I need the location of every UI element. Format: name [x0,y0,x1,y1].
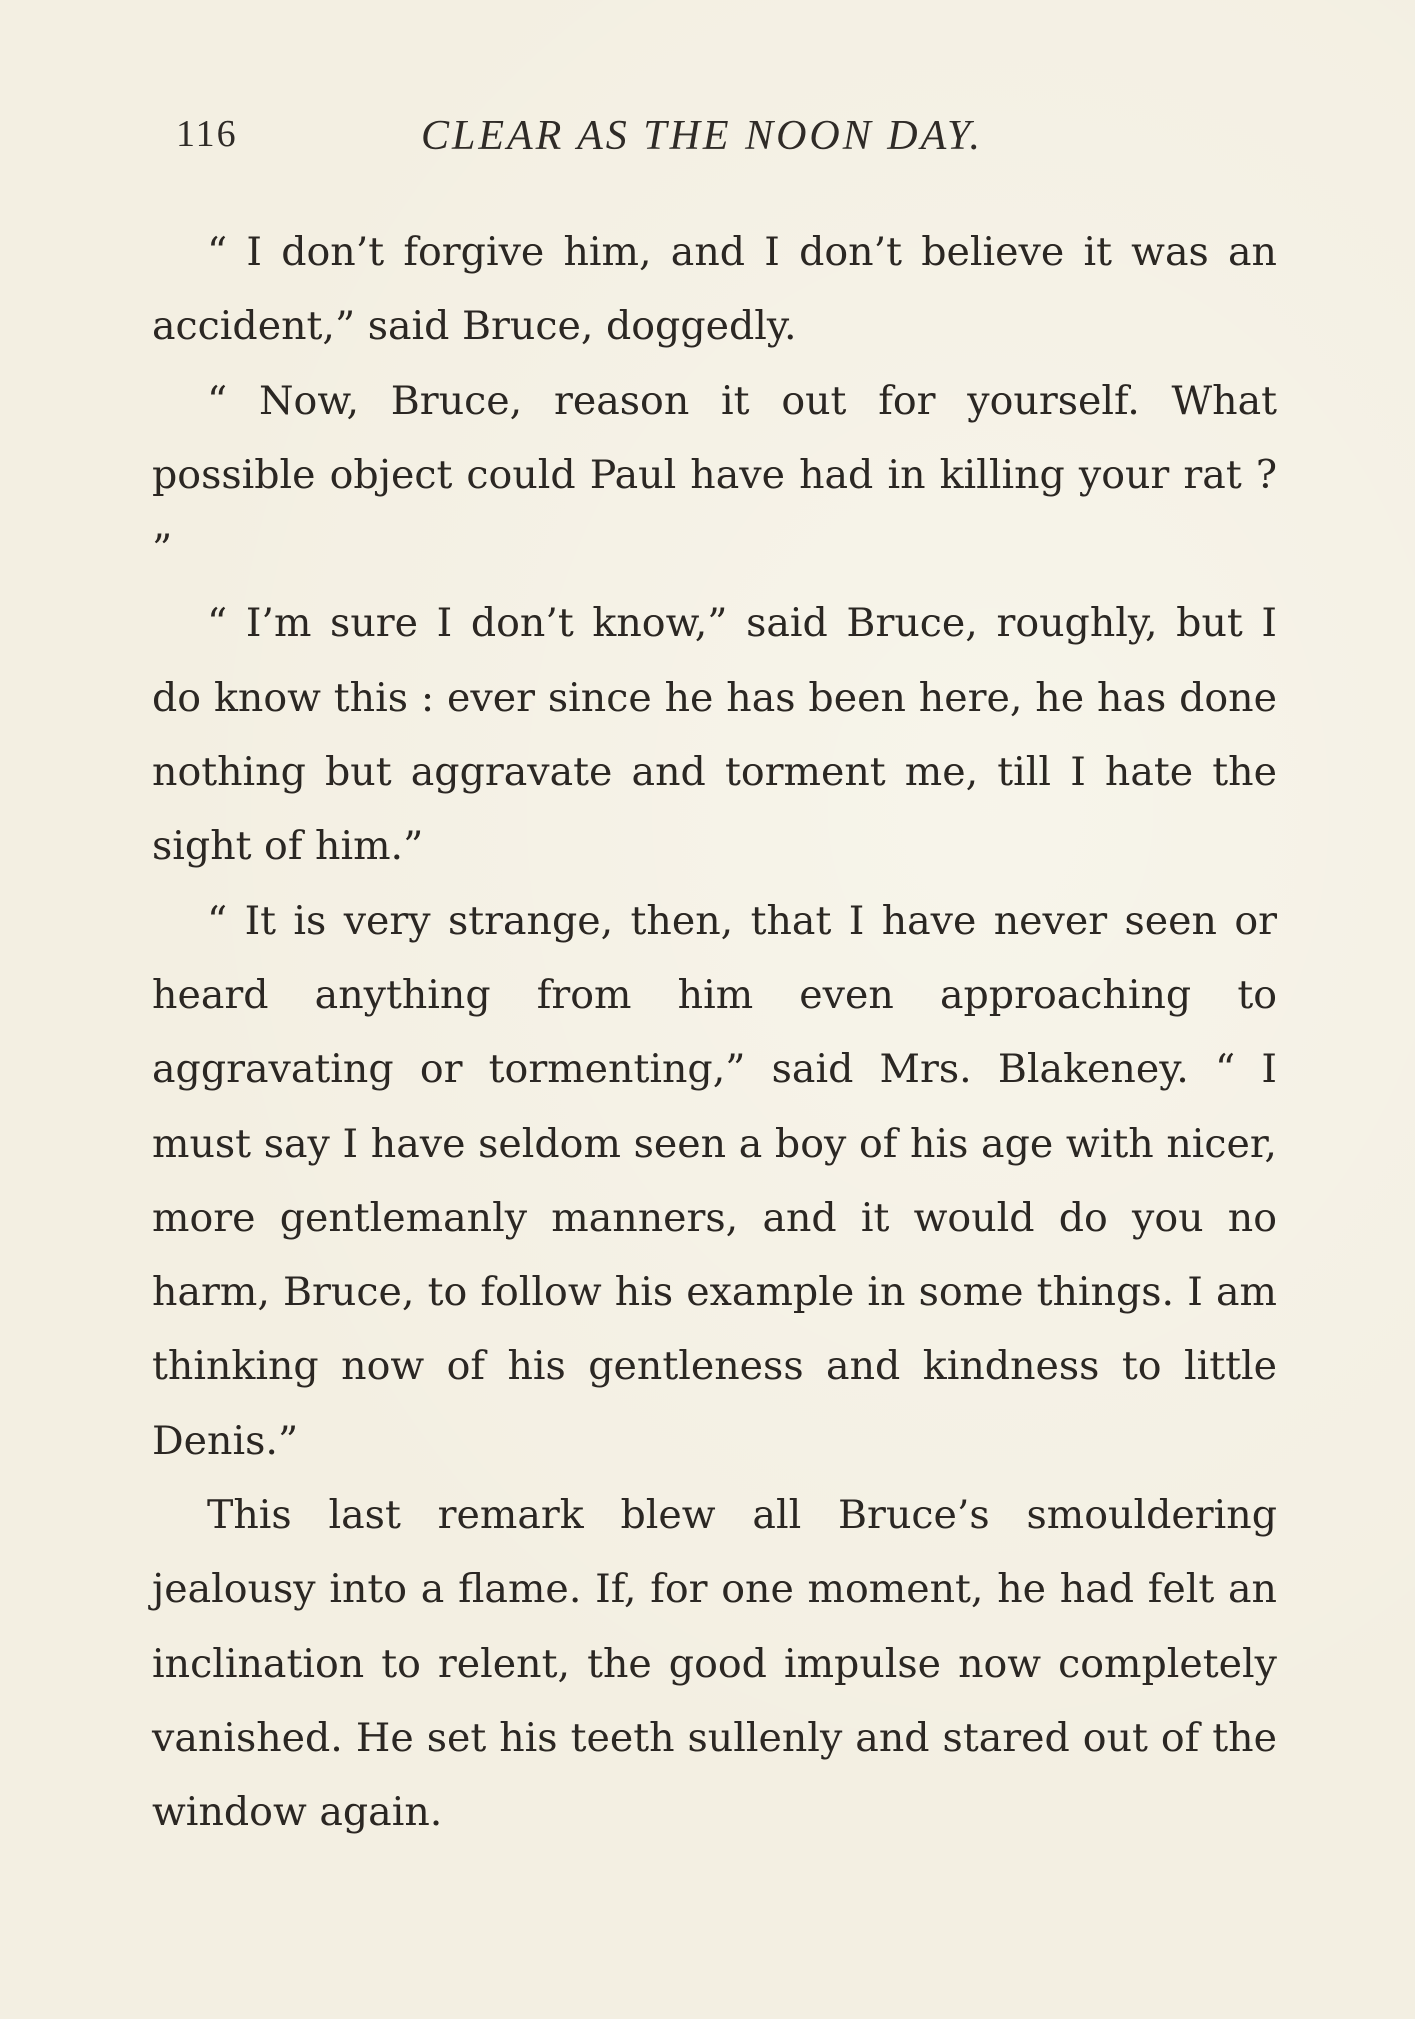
paragraph: “ It is very strange, then, that I have never seen or heard anything from him even approaching to aggravating or tormenting,” said Mrs. Blakeney. “ I must say I have seldom seen a boy of his age with nicer, more gentlemanly manners, and it would do you no harm, Bruce, to follow his example in some things. I am thinking now of his gentleness and kindness to little Denis.” [152,897,1277,1464]
running-title: CLEAR AS THE NOON DAY. [421,113,983,159]
page-number: 116 [176,113,238,155]
paragraph: “ I don’t forgive him, and I don’t believe it was an accident,” said Bruce, doggedly. [152,229,1277,350]
paragraph: “ I’m sure I don’t know,” said Bruce, roughly, but I do know this : ever since he has been here, he has done nothing but aggravate and torment me, till I hate the sight of him.” [152,600,1277,870]
paragraph: “ Now, Bruce, reason it out for yourself. What possible object could Paul have had in killing your rat ? ” [152,377,1277,573]
body-text [152,215,1277,1850]
paragraph: This last remark blew all Bruce’s smouldering jealousy into a flame. If, for one moment, he had felt an inclination to relent, the good impulse now completely vanished. He set his teeth sullenly and stared out of the window again. [152,1492,1277,1836]
page-header [176,112,1286,172]
